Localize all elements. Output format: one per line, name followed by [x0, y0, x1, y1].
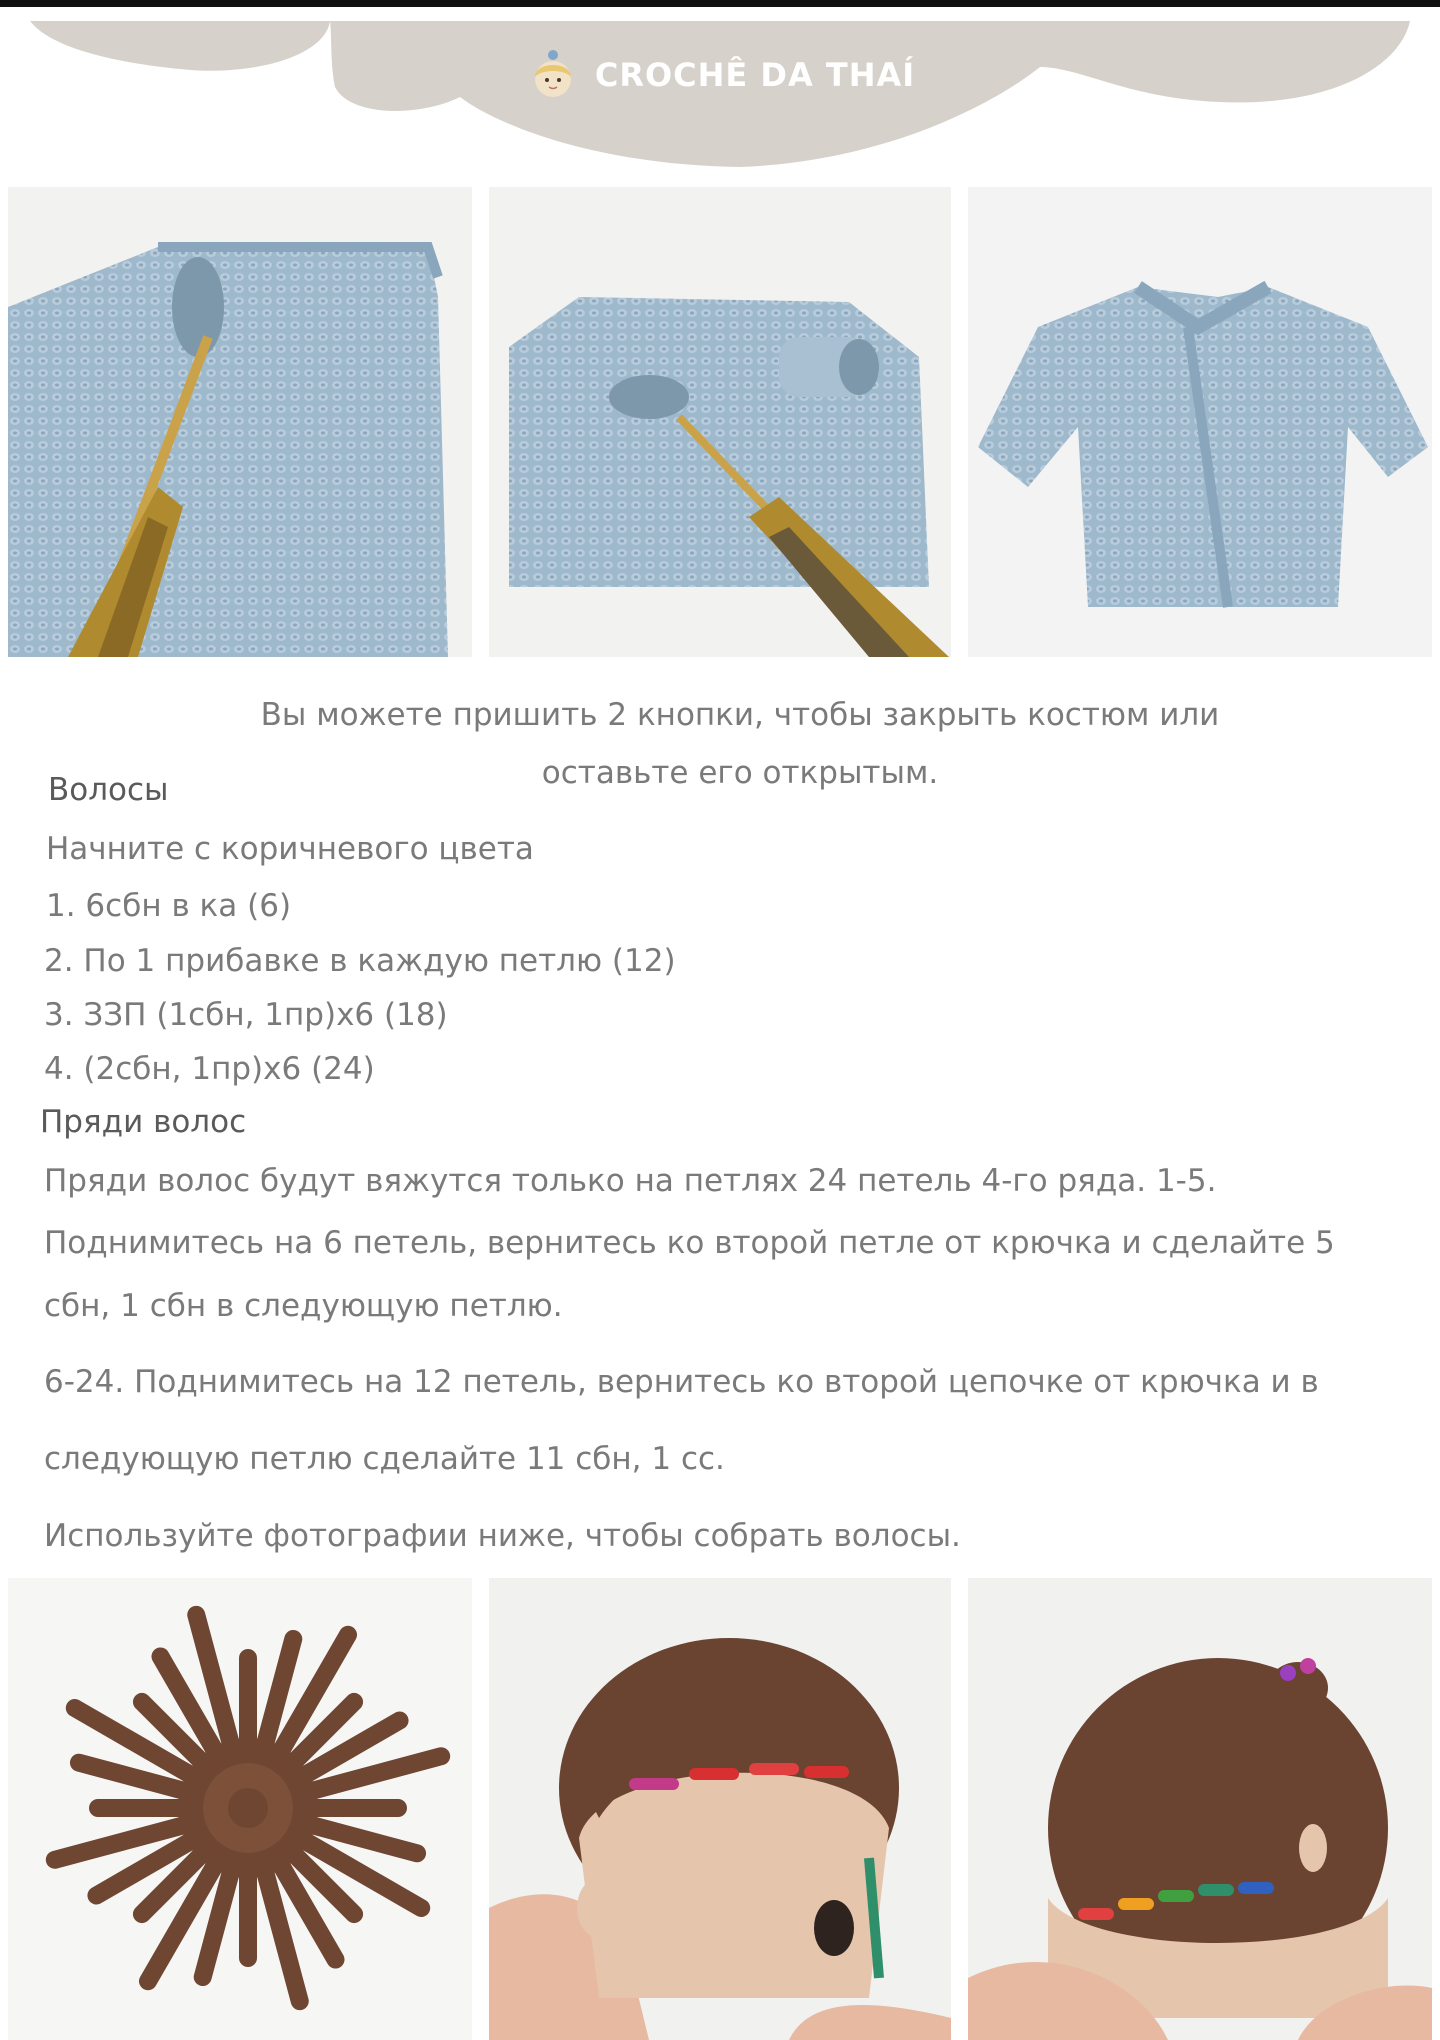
photo-finished-blue-jacket: [968, 187, 1432, 657]
crochet-doll-head-front-photo: [489, 1578, 951, 2040]
photo-doll-head-back: [968, 1578, 1432, 2040]
hair-title: Волосы: [48, 772, 169, 808]
blue-crochet-piece-with-hook-photo: [8, 187, 472, 657]
hair-row-4: 4. (2сбн, 1пр)х6 (24): [44, 1051, 375, 1087]
brown-crochet-hair-strands-photo: [8, 1578, 472, 2040]
brand-name: CROCHÊ DA THAÍ: [594, 56, 916, 94]
strands-p4: Используйте фотографии ниже, чтобы собрать волосы.: [44, 1518, 961, 1554]
hair-row-2: 2. По 1 прибавке в каждую петлю (12): [44, 943, 676, 979]
doll-face-icon: [525, 47, 581, 103]
photo-blue-piece-with-hook: [8, 187, 472, 657]
strands-p3-line1: 6-24. Поднимитесь на 12 петель, вернитесь ко второй цепочке от крючка и в: [44, 1364, 1319, 1400]
hair-row-3: 3. ЗЗП (1сбн, 1пр)х6 (18): [44, 997, 448, 1033]
brand: [0, 47, 1440, 103]
header-banner: [0, 7, 1440, 167]
closing-note-line-1: Вы можете пришить 2 кнопки, чтобы закрыть костюм или: [260, 697, 1220, 733]
strands-p3-line2: следующую петлю сделайте 11 сбн, 1 сс.: [44, 1441, 725, 1477]
photo-doll-head-front: [489, 1578, 951, 2040]
photo-hair-strands: [8, 1578, 472, 2040]
strands-p2-line2: сбн, 1 сбн в следующую петлю.: [44, 1288, 563, 1324]
strands-p2-line1: Поднимитесь на 6 петель, вернитесь ко второй петле от крючка и сделайте 5: [44, 1225, 1335, 1261]
finished-blue-crochet-jacket-photo: [968, 187, 1432, 657]
strands-p1: Пряди волос будут вяжутся только на петлях 24 петель 4-го ряда. 1-5.: [44, 1163, 1217, 1199]
hair-row-1: 1. 6сбн в ка (6): [46, 888, 292, 924]
hair-start: Начните с коричневого цвета: [46, 831, 534, 867]
closing-note: [200, 686, 1280, 802]
strands-title: Пряди волос: [40, 1104, 247, 1140]
closing-note-line-2: оставьте его открытым.: [541, 755, 939, 791]
top-border: [0, 0, 1440, 7]
photo-blue-jacket-in-progress: [489, 187, 951, 657]
crochet-doll-head-back-photo: [968, 1578, 1432, 2040]
blue-crochet-jacket-in-progress-photo: [489, 187, 951, 657]
